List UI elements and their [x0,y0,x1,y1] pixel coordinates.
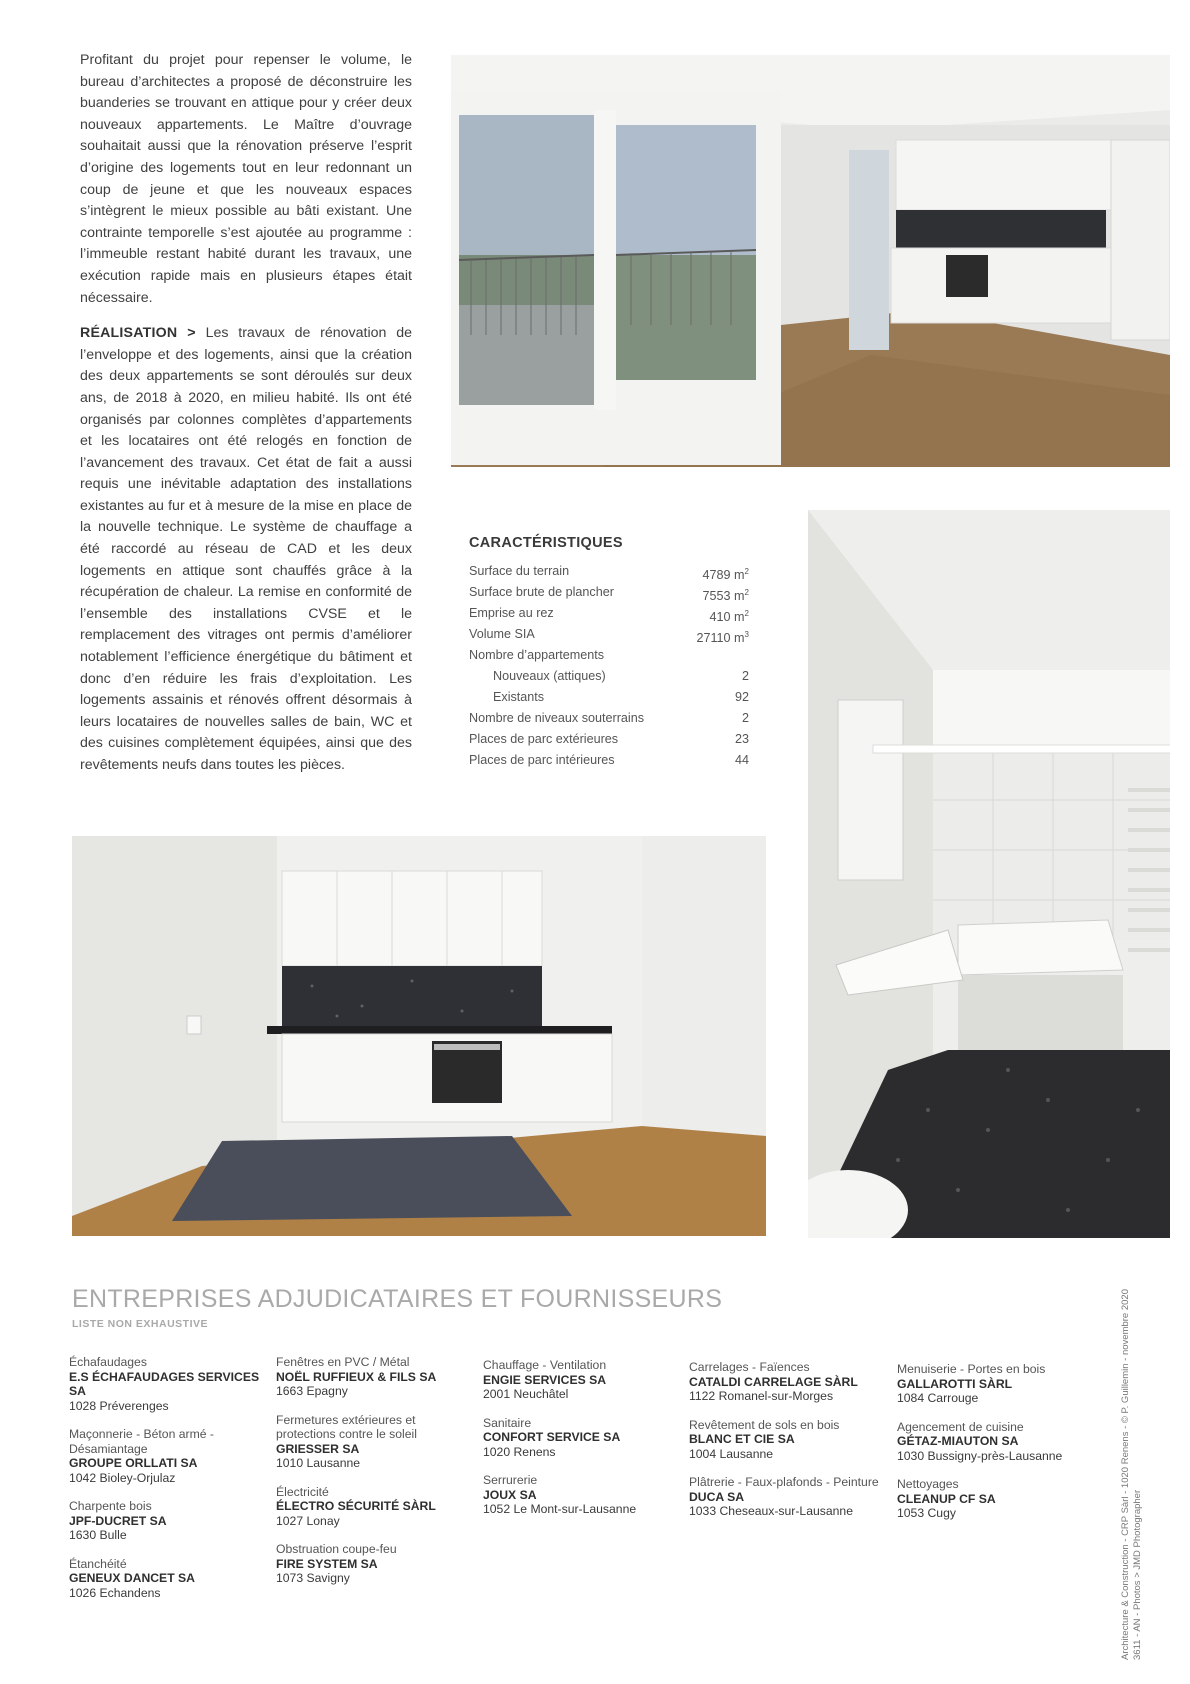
supplier-name: DUCA SA [689,1489,745,1504]
characteristics-value-text: 2 [741,669,749,683]
characteristics-label: Existants [493,690,545,704]
characteristics-label: Nombre d’appartements [469,648,605,662]
supplier-category: Sanitaire [483,1415,532,1430]
supplier-entry [689,1418,889,1462]
supplier-city: 1084 Carrouge [897,1391,979,1405]
characteristics-value-text: 7553 m [702,589,745,604]
characteristics-label: Nombre de niveaux souterrains [469,711,645,725]
characteristics-value [735,687,749,708]
suppliers-subtitle: LISTE NON EXHAUSTIVE [72,1318,209,1330]
supplier-name: JPF-DUCRET SA [69,1513,167,1528]
supplier-entry [689,1360,889,1404]
supplier-city: 1663 Epagny [276,1384,348,1398]
characteristics-title: CARACTÉRISTIQUES [469,535,623,551]
characteristics-row [469,666,749,687]
characteristics-value-text: 27110 m [696,631,745,646]
characteristics-row [469,750,749,771]
suppliers-column-4 [689,1360,889,1533]
article-paragraph-1: Profitant du projet pour repenser le volume, le bureau d’architectes a proposé de déconstruire les buanderies se trouvant en attique pour y créer deux nouveaux appartements. Le Maître d’ouvrage souhaitait aussi que la rénovation préserve l’esprit d’origine des logements tout en leur redonnant un coup de jeune et que les nouveaux espaces s’intègrent le mieux possible au bâti existant. Une contrainte temporelle s’est ajoutée au programme : l’immeuble restant habité durant les travaux, une exécution rapide mais en plusieurs étapes était nécessaire. [80,52,412,306]
kitchen-illustration [72,836,766,1236]
supplier-name: GENEUX DANCET SA [69,1571,195,1585]
supplier-category: Fermetures extérieures et protections contre le soleil [276,1412,417,1441]
characteristics-value-text: 410 m [709,610,745,625]
supplier-city: 1630 Bulle [69,1528,127,1542]
realisation-lead: RÉALISATION > [80,325,196,342]
suppliers-title: ENTREPRISES ADJUDICATAIRES ET FOURNISSEURS [72,1285,723,1313]
characteristics-unit-exponent: 2 [744,609,749,618]
characteristics-label: Volume SIA [469,627,535,641]
supplier-city: 1026 Echandens [69,1585,161,1600]
supplier-city: 1073 Savigny [276,1571,350,1585]
supplier-entry [897,1477,1097,1521]
supplier-category: Menuiserie - Portes en bois [897,1362,1046,1376]
supplier-category: Revêtement de sols en bois [689,1417,840,1432]
supplier-entry [69,1499,269,1543]
supplier-category: Serrurerie [483,1473,538,1487]
characteristics-value [696,624,749,645]
supplier-name: CLEANUP CF SA [897,1491,996,1506]
supplier-name: BLANC ET CIE SA [689,1432,795,1446]
supplier-category: Échafaudages [69,1355,147,1369]
supplier-name: NOËL RUFFIEUX & FILS SA [276,1369,437,1384]
supplier-name: GRIESSER SA [276,1441,360,1456]
supplier-name: CONFORT SERVICE SA [483,1430,621,1444]
characteristics-unit-exponent: 2 [744,588,749,597]
characteristics-value-text: 2 [741,711,749,725]
characteristics-value [703,582,749,603]
characteristics-table [469,535,749,771]
supplier-name: E.S ÉCHAFAUDAGES SERVICES SA [69,1369,260,1398]
supplier-entry [276,1413,476,1471]
characteristics-value-text: 4789 m [702,568,745,583]
characteristics-value-text: 92 [734,690,749,704]
characteristics-label: Surface du terrain [469,564,570,578]
supplier-category: Fenêtres en PVC / Métal [276,1355,410,1369]
supplier-city: 1053 Cugy [897,1506,956,1520]
supplier-name: GALLAROTTI SÀRL [897,1376,1013,1391]
characteristics-row [469,582,749,603]
supplier-entry [689,1475,889,1519]
credit-line-1: Architecture & Construction - CRP Sàrl - 1020 Renens - © P. Guillemin - novembre 2020 [1120,1289,1131,1660]
supplier-entry [276,1355,476,1399]
characteristics-unit-exponent: 2 [744,567,749,576]
supplier-entry [69,1427,269,1485]
suppliers-column-5 [897,1362,1097,1535]
characteristics-label: Nouveaux (attiques) [493,669,606,683]
bathroom-illustration [808,510,1170,1238]
supplier-category: Plâtrerie - Faux-plafonds - Peinture [689,1475,879,1489]
supplier-category: Charpente bois [69,1499,152,1513]
characteristics-value-text: 44 [734,753,749,767]
characteristics-row [469,561,749,582]
supplier-category: Chauffage - Ventilation [483,1358,607,1372]
supplier-category: Maçonnerie - Béton armé - Désamiantage [69,1427,214,1456]
supplier-entry [69,1557,269,1601]
characteristics-label: Places de parc intérieures [469,753,615,767]
supplier-entry [276,1542,476,1586]
characteristics-row [469,687,749,708]
supplier-city: 1042 Bioley-Orjulaz [69,1470,176,1485]
supplier-name: GROUPE ORLLATI SA [69,1456,198,1470]
supplier-city: 2001 Neuchâtel [483,1387,569,1401]
characteristics-value [742,708,749,729]
characteristics-row [469,645,749,666]
article-text [80,50,412,791]
characteristics-row [469,603,749,624]
supplier-name: JOUX SA [483,1487,537,1502]
supplier-name: FIRE SYSTEM SA [276,1556,378,1571]
supplier-entry [483,1358,683,1402]
characteristics-value [742,666,749,687]
supplier-city: 1010 Lausanne [276,1456,361,1470]
characteristics-row [469,729,749,750]
supplier-city: 1027 Lonay [276,1513,340,1528]
supplier-name: ÉLECTRO SÉCURITÉ SÀRL [276,1499,436,1513]
characteristics-rows [469,561,749,771]
supplier-category: Électricité [276,1484,329,1499]
supplier-city: 1052 Le Mont-sur-Lausanne [483,1502,637,1516]
characteristics-label: Places de parc extérieures [469,732,619,746]
supplier-entry [897,1362,1097,1406]
supplier-city: 1004 Lausanne [689,1446,774,1461]
supplier-city: 1020 Renens [483,1444,556,1459]
characteristics-value-text: 23 [734,732,749,746]
characteristics-row [469,624,749,645]
supplier-city: 1030 Bussigny-près-Lausanne [897,1448,1063,1463]
supplier-category: Agencement de cuisine [897,1419,1024,1434]
photo-credit [1120,1289,1144,1660]
article-paragraph-2 [80,323,412,776]
supplier-city: 1122 Romanel-sur-Morges [689,1389,834,1403]
supplier-category: Nettoyages [897,1477,959,1491]
supplier-entry [276,1485,476,1529]
supplier-entry [483,1416,683,1460]
characteristics-label: Emprise au rez [469,606,554,620]
supplier-category: Étanchéité [69,1556,127,1571]
characteristics-value [735,750,749,771]
supplier-name: CATALDI CARRELAGE SÀRL [689,1374,858,1389]
supplier-category: Obstruation coupe-feu [276,1542,397,1556]
bathroom-photo [808,510,1170,1238]
kitchen-photo [72,836,766,1236]
supplier-name: ENGIE SERVICES SA [483,1372,607,1387]
suppliers-column-1 [69,1355,269,1614]
living-room-photo [451,55,1170,467]
suppliers-column-2 [276,1355,476,1600]
supplier-category: Carrelages - Faïences [689,1360,810,1374]
supplier-entry [69,1355,269,1413]
credit-line-2: 3611 - AN - Photos > JMD Photographer [1132,1489,1143,1660]
characteristics-unit-exponent: 3 [744,630,749,639]
article-paragraph-2-body: Les travaux de rénovation de l’enveloppe et des logements, ainsi que la création des deux appartements se sont déroulés sur deux ans, de 2018 à 2020, en milieu habité. Ils ont été organisés par colonnes complètes d’appartements et les locataires ont été relogés en fonction de l’avancement des travaux. Cet état de fait a aussi requis une inévitable adaptation des installations existantes au fur et à mesure de la mise en place de la nouvelle technique. Le système de chauffage a été raccordé au réseau de CAD et les deux logements en attique sont chauffés grâce à la récupération de chaleur. La remise en conformité de l’ensemble des installations CVSE et le remplacement des vitrages ont permis d’améliorer notablement l’efficience énergétique du bâtiment et donc d’en réduire les frais d’exploitation. Les logements assainis et rénovés offrent désormais à leurs locataires de nouvelles salles de bain, WC et des cuisines complètement équipées, ainsi que des revêtements neufs dans toutes les pièces. [80,325,412,773]
characteristics-value [703,561,749,582]
supplier-entry [897,1420,1097,1464]
characteristics-value [735,729,749,750]
living-room-illustration [451,55,1170,467]
supplier-name: GÉTAZ-MIAUTON SA [897,1434,1019,1448]
characteristics-value [710,603,749,624]
suppliers-column-3 [483,1358,683,1531]
supplier-city: 1033 Cheseaux-sur-Lausanne [689,1504,853,1518]
supplier-entry [483,1473,683,1517]
supplier-city: 1028 Préverenges [69,1398,169,1413]
characteristics-row [469,708,749,729]
characteristics-label: Surface brute de plancher [469,585,614,599]
